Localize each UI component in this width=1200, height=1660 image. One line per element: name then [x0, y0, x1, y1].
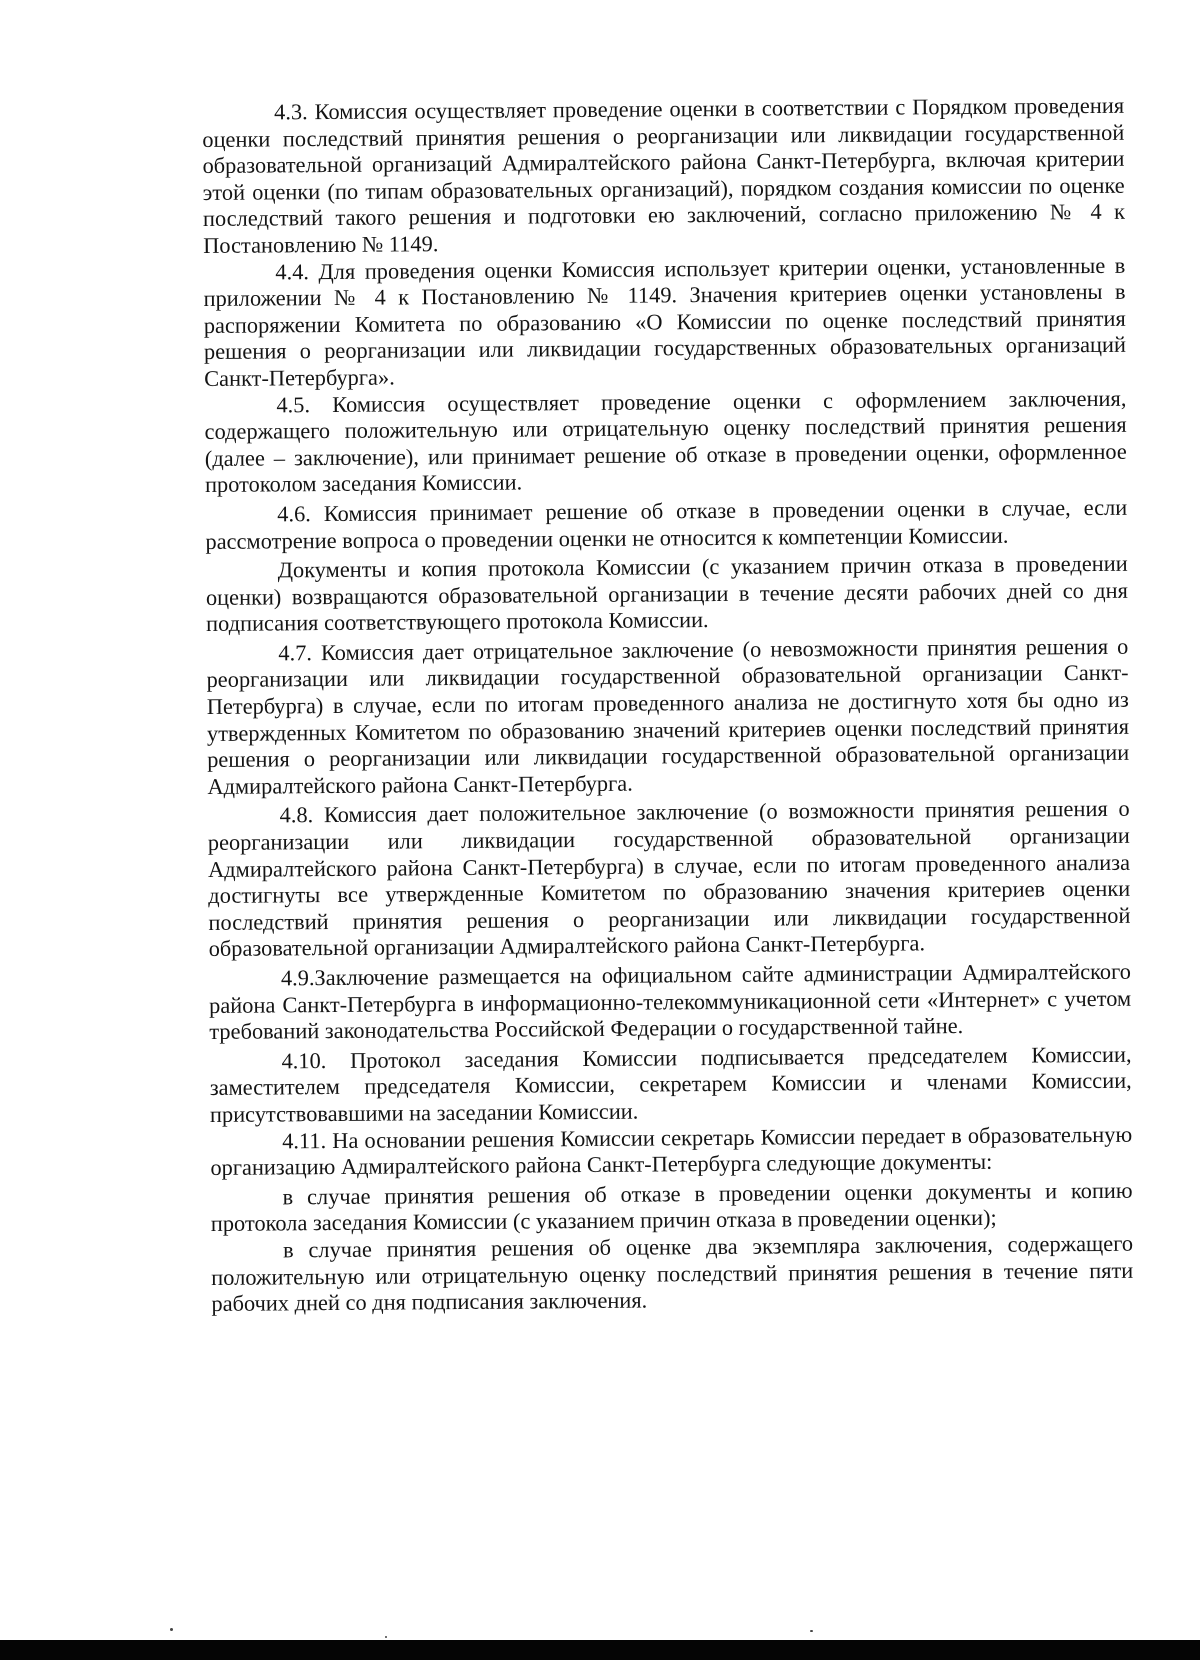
scan-speck: [810, 1630, 813, 1632]
paragraph-4-8: 4.8. Комиссия дает положительное заключение (о возможности принятия решения о реорганизации или ликвидации государственной образовательной организации Адмиралтейского района Санкт-Петербурга) в случае, если по итогам проведенного анализа достигнуты все утвержденные Комитетом по образованию значения критериев оценки последствий принятия решения о реорганизации или ликвидации государственной образовательной организации Адмиралтейского района Санкт-Петербурга.: [207, 796, 1131, 962]
paragraph-4-7: 4.7. Комиссия дает отрицательное заключение (о невозможности принятия решения о реорганизации или ликвидации государственной образовательной организации Санкт-Петербурга) в случае, если по итогам проведенного анализа не достигнуто хотя бы одно из утвержденных Комитетом по образованию значений критериев оценки последствий принятия решения о реорганизации или ликвидации государственной образовательной организации Адмиралтейского района Санкт-Петербурга.: [206, 633, 1130, 799]
paragraph-refusal-case: в случае принятия решения об отказе в проведении оценки документы и копию протокола заседания Комиссии (с указанием причин отказа в проведении оценки);: [210, 1177, 1133, 1237]
paragraph-4-4: 4.4. Для проведения оценки Комиссия использует критерии оценки, установленные в приложении № 4 к Постановлению № 1149. Значения критериев оценки установлены в распоряжении Комитета по образованию «О Комиссии по оценке последствий принятия решения о реорганизации или ликвидации государственных образовательных организаций Санкт-Петербурга».: [203, 252, 1127, 391]
paragraph-4-3: 4.3. Комиссия осуществляет проведение оценки в соответствии с Порядком проведения оценки последствий принятия решения о реорганизации или ликвидации государственной образовательной организаций Адмиралтейского района Санкт-Петербурга, включая критерии этой оценки (по типам образовательных организаций), порядком создания комиссии по оценке последствий такого решения и подготовки ею заключений, согласно приложению № 4 к Постановлению № 1149.: [202, 92, 1126, 258]
paragraph-4-9: 4.9.Заключение размещается на официальном сайте администрации Адмиралтейского района Санкт-Петербурга в информационно-телекоммуникационной сети «Интернет» с учетом требований законодательства Российской Федерации о государственной тайне.: [209, 958, 1132, 1045]
paragraph-4-5: 4.5. Комиссия осуществляет проведение оценки с оформлением заключения, содержащего положительную или отрицательную оценку последствий принятия решения (далее – заключение), или принимает решение об отказе в проведении оценки, оформленное протоколом заседания Комиссии.: [204, 385, 1127, 498]
paragraph-4-10: 4.10. Протокол заседания Комиссии подписывается председателем Комиссии, заместителем председателя Комиссии, секретарем Комиссии и членами Комиссии, присутствовавшими на заседании Комиссии.: [209, 1041, 1132, 1127]
paragraph-evaluation-case: в случае принятия решения об оценке два экземпляра заключения, содержащего положительную или отрицательную оценку последствий принятия решения в течение пяти рабочих дней со дня подписания заключения.: [211, 1230, 1134, 1317]
paragraph-4-11: 4.11. На основании решения Комиссии секретарь Комиссии передает в образовательную организацию Адмиралтейского района Санкт-Петербурга следующие документы:: [210, 1121, 1133, 1181]
paragraph-4-6: 4.6. Комиссия принимает решение об отказе в проведении оценки в случае, если рассмотрение вопроса о проведении оценки не относится к компетенции Комиссии.: [205, 494, 1128, 554]
scan-speck: [170, 1628, 173, 1631]
paragraph-documents-return: Документы и копия протокола Комиссии (с указанием причин отказа в проведении оценки) возвращаются образовательной организации в течение десяти рабочих дней со дня подписания соответствующего протокола Комиссии.: [205, 550, 1128, 637]
document-body: [202, 93, 1134, 1318]
scan-bottom-edge: [0, 1640, 1200, 1660]
scan-speck: [385, 1636, 387, 1638]
